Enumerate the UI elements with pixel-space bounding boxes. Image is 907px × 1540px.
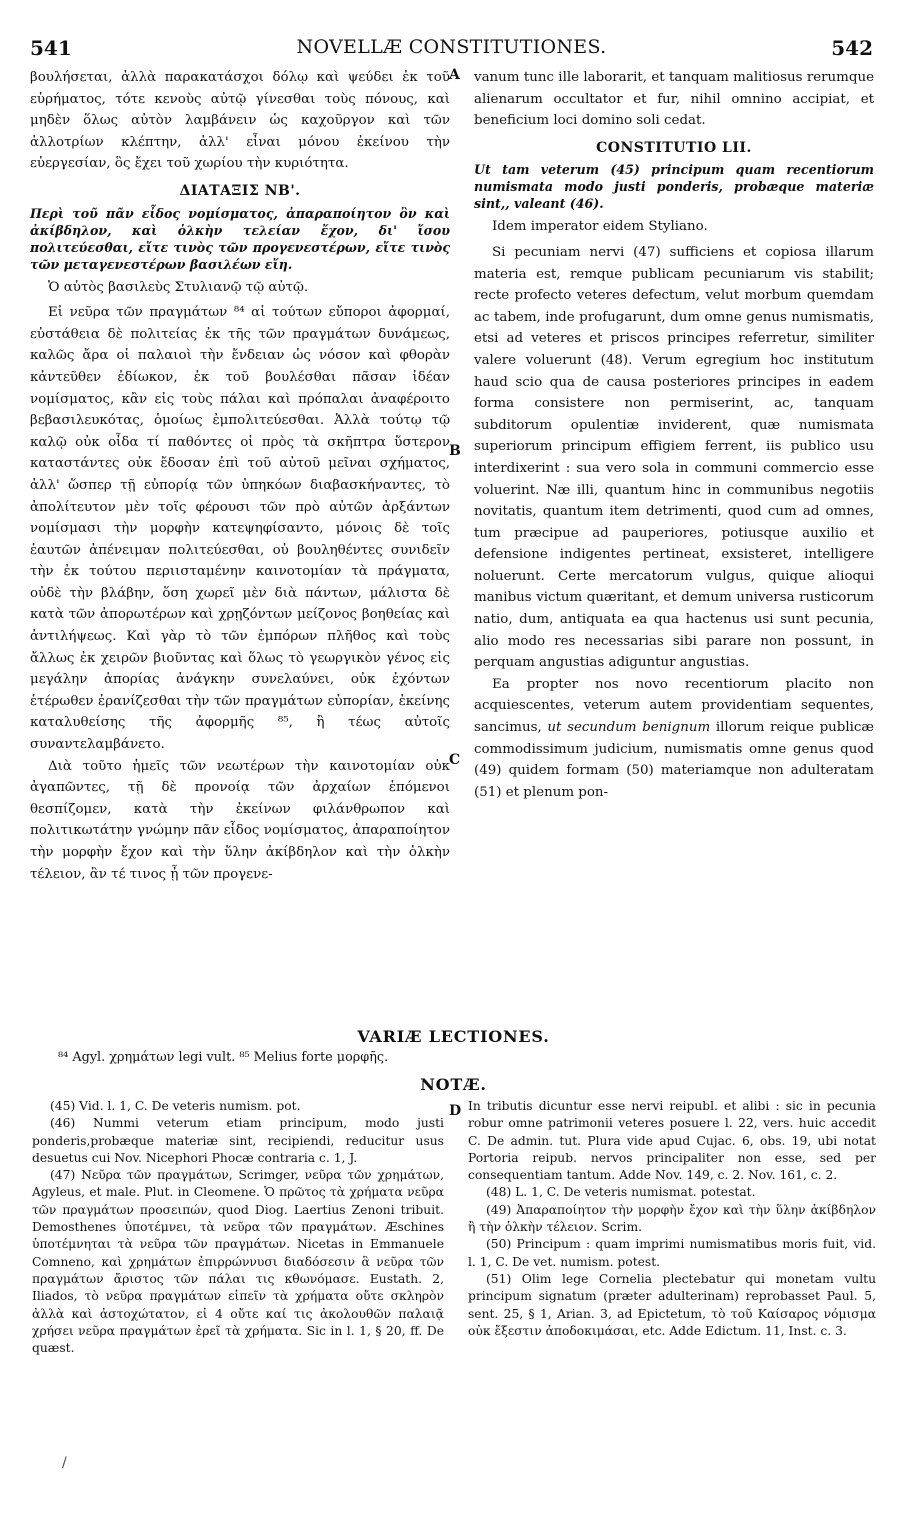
page-header	[30, 36, 873, 60]
note-48: (48) L. 1, C. De veteris numismat. potestat.	[486, 1185, 756, 1200]
running-title: NOVELLÆ CONSTITUTIONES.	[296, 36, 607, 58]
page-number-right: 542	[831, 36, 873, 60]
notae-heading: NOTÆ.	[420, 1075, 487, 1094]
latin-paragraph-2	[474, 674, 874, 804]
margin-marker-c: C	[449, 752, 461, 768]
margin-marker-d: D	[449, 1103, 462, 1119]
margin-marker-a: A	[449, 67, 460, 83]
page-number-left: 541	[30, 36, 72, 60]
note-45: (45) Vid. l. 1, C. De veteris numism. pot.	[50, 1099, 301, 1113]
note-49: (49) Ἀπαραποίητον τὴν μορφὴν ἔχον καὶ τὴν ὕλην ἀκίβδηλον ἢ τὴν ὁλκὴν τέλειον. Scrim.	[468, 1202, 876, 1235]
stray-mark: /	[62, 1455, 67, 1471]
greek-paragraph-1: Εἰ νεῦρα τῶν πραγμάτων ⁸⁴ αἱ τούτων εὔποροι ἀφορμαί, εὐστάθεια δὲ πολιτείας ἐκ τῆς τῶν πραγμάτων δυνάμεως, καλῶς ἄρα οἱ παλαιοὶ τὴν ἔνδειαν ὡς νόσον καὶ φθορὰν κἀντεῦθεν ἐδίωκον, ἐκ τοῦ βουλέσθαι πᾶσαν ἰδέαν νομίσματος, κἂν εἰς τοὺς πάλαι καὶ πρόπαλαι ἀναφέροιτο βεβασιλευκότας, ὁμοίως ἐμπολιτεύεσθαι. Ἀλλὰ τούτῳ τῷ καλῷ οὐκ οἶδα τί παθόντες οἱ πρὸς τὰ σκῆπτρα ὕστερον καταστάντες οὐκ ἔδοσαν ἐπὶ τοῦ αὐτοῦ μεῖναι σχήματος, ἀλλ' ὥσπερ τῇ εὐπορίᾳ τῶν ὑπηκόων διαβασκήναντες, τὸ ἀπολίτευτον μὲν τοῖς φέρουσι τῶν πρὸ αὐτῶν ἀρξάντων νομίσμασι τὴν μορφὴν κατεψηφίσαντο, μόνοις δὲ τοῖς ἑαυτῶν ἀπένειμαν πολιτεύεσθαι, οὐ βουληθέντες συνιδεῖν τὴν ἐκ τούτου περιισταμένην καινοτομίαν τὰ πράγματα, οὐδὲ τὴν βλάβην, ὅση χωρεῖ μὲν διὰ πάντων, μάλιστα δὲ κατὰ τῶν ἀπορωτέρων καὶ χρῃζόντων μείζονος βοηθείας καὶ ἀντιλήψεως. Καὶ γὰρ τὸ τῶν ἐμπόρων πλῆθος καὶ τοὺς ἄλλως ἐκ χειρῶν βιοῦντας καὶ ὅλως τὸ γεωργικὸν γένος εἰς μεγάλην ἀπορίας ἀνάγκην συνελαύνει, οὐκ ἐχόντων ἑτέρωθεν ἐρανίζεσθαι τὴν τῶν πραγμάτων εὐπορίαν, ἐκείνης καταλυθείσης τῆς ἀφορμῆς ⁸⁵, ἢ τέως αὐτοῖς συναντελαμβάνετο.	[30, 305, 450, 753]
note-50: (50) Principum : quam imprimi numismatibus moris fuit, vid. l. 1, C. De vet. numism. potest.	[468, 1237, 876, 1269]
greek-address: Ὁ αὐτὸς βασιλεὺς Στυλιανῷ τῷ αὐτῷ.	[48, 279, 309, 295]
margin-marker-b: B	[449, 443, 461, 459]
variae-lectiones-text: ⁸⁴ Agyl. χρημάτων legi vult. ⁸⁵ Melius forte μορφῆς.	[58, 1050, 389, 1065]
latin-paragraph-2-end: illorum reique publicæ commodissimum judicium, numismatis omne genus quod (49) quidem formam (50) materiamque non adulteratam (51) et plenum pon-	[474, 720, 874, 800]
greek-constitution-heading: ΔΙΑΤΑΞΙΣ ΝΒ'.	[179, 182, 301, 199]
greek-rubric: Περὶ τοῦ πᾶν εἶδος νομίσματος, ἀπαραποίητον ὂν καὶ ἀκίβδηλον, καὶ ὁλκὴν τελείαν ἔχον, δι' ἴσου πολιτεύεσθαι, εἴτε τινὸς τῶν προγενεστέρων, εἴτε τινὸς τῶν μεταγενεστέρων βασιλέων εἴη.	[30, 205, 450, 272]
latin-constitution-heading: CONSTITUTIO LII.	[596, 139, 752, 156]
notes-left-column	[32, 1098, 444, 1357]
note-51: (51) Olim lege Cornelia plectebatur qui monetam vultu principum signatum (præter adulterinam) reprobasset Paul. 5, sent. 25, § 1, Arian. 3, ad Epictetum, τὸ τοῦ Καίσαρος νόμισμα οὐκ ἔξεστιν ἀποδοκιμάσαι, etc. Adde Edictum. 11, Inst. c. 3.	[468, 1271, 876, 1338]
latin-paragraph-2-italic: ut secundum benignum	[547, 720, 711, 736]
latin-paragraph-1: Si pecuniam nervi (47) sufficiens et copiosa illarum materia est, remque publicam pecuniarum vis stabilit; recte profecto veteres defectum, velut morbum quemdam ac tabem, inde profugarunt, dum omne genus numismatis, etsi ad veteres et priscos principes referretur, similiter valere voluerunt (48). Verum egregium hoc institutum haud scio qua de causa posteriores principes in eadem forma consistere non permiserint, ac, tanquam subditorum opulentiæ inviderent, quæ numismata superiorum principum effigiem ferrent, iis publico usu interdixerint : sua vero sola in communi commercio esse voluerint. Næ illi, quantum hinc in communibus negotiis novitatis, quantum item detrimenti, quod cum ad omnes, tum præcipue ad pauperiores, potiusque auxilio et defensione indigentes pertineat, exsisteret, intelligere noluerunt. Certe mercatorum vulgus, quique alioqui manibus victum quæritant, et demum universa rusticorum natio, dum, antiquata ea qua hactenus usi sunt pecunia, alio modo res necessarias sibi parare non possunt, in perquam angustias adiguntur angustias.	[474, 244, 874, 671]
note-47: (47) Νεῦρα τῶν πραγμάτων, Scrimger, νεῦρα τῶν χρημάτων, Agyleus, et male. Plut. in Cleomene. Ὁ πρῶτος τὰ χρήματα νεῦρα τῶν πραγμάτων προσειπών, quod Diog. Laertius Zenoni tribuit. Demosthenes ὑποτέμνει, τὰ νεῦρα τῶν πραγμάτων. Æschines ὑποτέμνηται τὰ νεῦρα τῶν πραγμάτων. Nicetas in Emmanuele Comneno, καὶ χρημάτων ἐπιρρώννυσι διαδόσεσιν ἃ νεῦρα τῶν πραγμάτων ἄριστος τῶν πάλαι τις κθωνόμασε. Eustath. 2, Iliados, τὸ νεῦρα πραγμάτων εἰπεῖν τὰ χρήματα οὔτε σκληρὸν ἀλλὰ καὶ ἀστοχώτατον, εἰ 4 οὔτε καί τις ἀκολουθῶν παλαιᾷ χρήσει νεῦρα πραγμάτων ἐρεῖ τὰ χρήματα. Sic in l. 1, § 20, ff. De quæst.	[32, 1168, 444, 1356]
greek-column	[30, 67, 450, 885]
latin-paragraph-2-start: Ea propter nos novo recentiorum placito non acquiescentes, veterum autem providentiam sequentes, sancimus,	[474, 676, 874, 736]
latin-rubric: Ut tam veterum (45) principum quam recentiorum numismata modo justi ponderis, probæque materiæ sint,, valeant (46).	[474, 162, 874, 212]
note-47-continued: In tributis dicuntur esse nervi reipubl. et alibi : sic in pecunia robur omne patrimonii veteres posuere l. 22, vers. huic accedit C. De admin. tut. Plura vide apud Cujac. 6, obs. 19, ubi notat Portoria reipub. nervos principaliter non esse, sed per consequentiam tantum. Adde Nov. 149, c. 2. Nov. 161, c. 2.	[468, 1099, 876, 1183]
greek-intro-text: βουλήσεται, ἀλλὰ παρακατάσχοι δόλῳ καὶ ψεύδει ἐκ τοῦ εὑρήματος, τότε κενοὺς αὐτῷ γίνεσθαι τοὺς πόνους, καὶ μηδὲν ὅλως αὐτὸν λαμβάνειν ὡς καχοῦργον καὶ τῶν ἀλλοτρίων κλέπτην, ἀλλ' εἶναι μόνου ἐκείνου τὴν εὐεργεσίαν, ὃς ἔχει τοῦ χωρίου τὴν κυριότητα.	[30, 70, 450, 172]
variae-lectiones-heading: VARIÆ LECTIONES.	[357, 1027, 550, 1046]
note-46: (46) Nummi veterum etiam principum, modo justi ponderis,probæque materiæ sint, recipiendi, reducitur usus desuetus cui Nov. Nicephori Phocæ contraria c. 1, J.	[32, 1116, 444, 1165]
notes-right-column	[468, 1098, 876, 1340]
latin-column	[474, 67, 874, 803]
latin-address: Idem imperator eidem Styliano.	[492, 219, 708, 235]
greek-paragraph-2: Διὰ τοῦτο ἡμεῖς τῶν νεωτέρων τὴν καινοτομίαν οὐκ ἀγαπῶντες, τῇ δὲ προνοίᾳ τῶν ἀρχαίων ἑπόμενοι θεσπίζομεν, κατὰ τὴν ἐκείνων φιλάνθρωπον καὶ πολιτικωτάτην γνώμην πᾶν εἶδος νομίσματος, ἀπαραποίητον τὴν μορφὴν ἔχον καὶ τὴν ὕλην ἀκίβδηλον καὶ τὴν ὁλκὴν τέλειον, ἂν τέ τινος ᾖ τῶν προγενε-	[30, 758, 450, 882]
latin-intro-text: vanum tunc ille laborarit, et tanquam malitiosus rerumque alienarum occultator et fur, nihil omnino accipiat, et beneficium loci domino soli cedat.	[474, 70, 874, 129]
